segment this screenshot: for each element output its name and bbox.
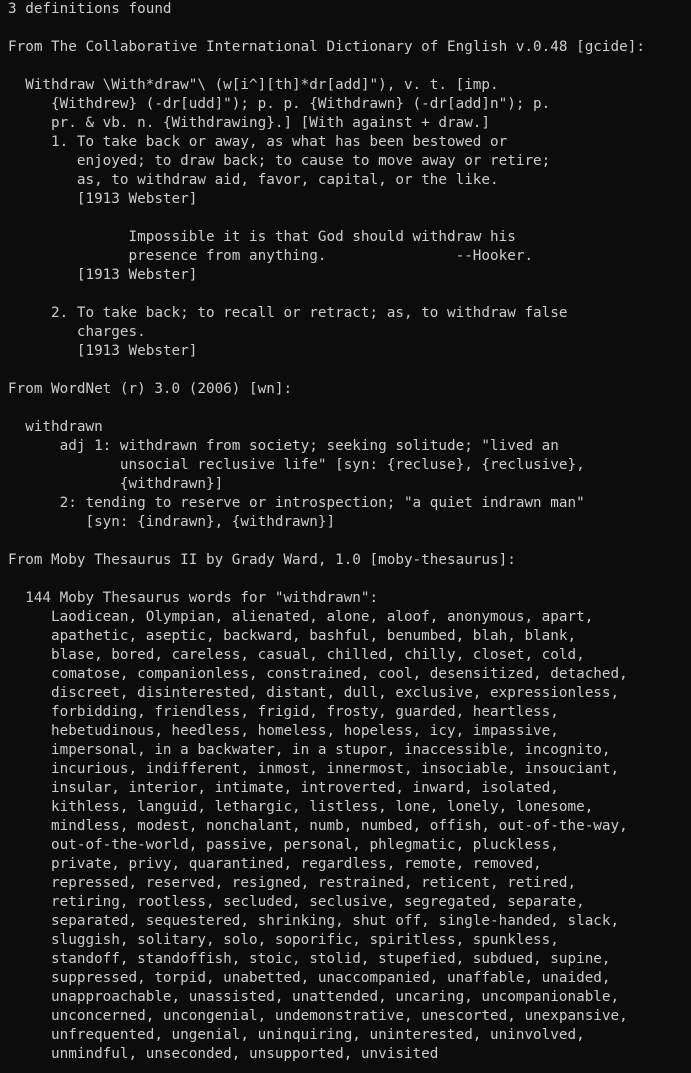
- terminal-line: kithless, languid, lethargic, listless, lone, lonely, lonesome,: [8, 799, 594, 815]
- terminal-line: [8, 19, 691, 38]
- terminal-line: impersonal, in a backwater, in a stupor, inaccessible, incognito,: [8, 742, 611, 758]
- terminal-line: [8, 57, 691, 76]
- terminal-line: unmindful, unseconded, unsupported, unvisited: [8, 1046, 439, 1062]
- terminal-line: charges.: [8, 324, 146, 340]
- terminal-line: Withdraw \With*draw"\ (w[i^][th]*dr[add]"), v. t. [imp.: [8, 77, 499, 93]
- terminal-line: unfrequented, ungenial, uninquiring, uninterested, uninvolved,: [8, 1027, 585, 1043]
- terminal-line: as, to withdraw aid, favor, capital, or the like.: [8, 172, 499, 188]
- terminal-line: forbidding, friendless, frigid, frosty, guarded, heartless,: [8, 704, 559, 720]
- terminal-line: enjoyed; to draw back; to cause to move away or retire;: [8, 153, 551, 169]
- terminal-line: {Withdrew} (-dr[udd]"); p. p. {Withdrawn} (-dr[add]n"); p.: [8, 96, 551, 112]
- terminal-line: unconcerned, uncongenial, undemonstrative, unescorted, unexpansive,: [8, 1008, 628, 1024]
- terminal-line: private, privy, quarantined, regardless, remote, removed,: [8, 856, 542, 872]
- terminal-line: [1913 Webster]: [8, 191, 198, 207]
- terminal-line: insular, interior, intimate, introverted, inward, isolated,: [8, 780, 559, 796]
- terminal-line: blase, bored, careless, casual, chilled, chilly, closet, cold,: [8, 647, 585, 663]
- terminal-output[interactable]: [8, 0, 691, 1073]
- terminal-line: incurious, indifferent, inmost, innermost, insociable, insouciant,: [8, 761, 620, 777]
- terminal-line: discreet, disinterested, distant, dull, exclusive, expressionless,: [8, 685, 620, 701]
- terminal-line: 2: tending to reserve or introspection; "a quiet indrawn man": [8, 495, 585, 511]
- terminal-line: suppressed, torpid, unabetted, unaccompanied, unaffable, unaided,: [8, 970, 611, 986]
- terminal-line: mindless, modest, nonchalant, numb, numbed, offish, out-of-the-way,: [8, 818, 628, 834]
- terminal-line: [1913 Webster]: [8, 267, 198, 283]
- terminal-line: adj 1: withdrawn from society; seeking solitude; "lived an: [8, 438, 559, 454]
- terminal-line: [8, 399, 691, 418]
- terminal-line: 144 Moby Thesaurus words for "withdrawn":: [8, 590, 379, 606]
- terminal-line: repressed, reserved, resigned, restrained, reticent, retired,: [8, 875, 577, 891]
- terminal-line: [1913 Webster]: [8, 343, 198, 359]
- terminal-line: standoff, standoffish, stoic, stolid, stupefied, subdued, supine,: [8, 951, 611, 967]
- terminal-line: [8, 361, 691, 380]
- terminal-line: {withdrawn}]: [8, 476, 224, 492]
- terminal-line: Laodicean, Olympian, alienated, alone, aloof, anonymous, apart,: [8, 609, 594, 625]
- terminal-line: From Moby Thesaurus II by Grady Ward, 1.0 [moby-thesaurus]:: [8, 552, 516, 568]
- terminal-line: presence from anything. --Hooker.: [8, 248, 534, 264]
- terminal-line: [8, 285, 691, 304]
- terminal-line: unapproachable, unassisted, unattended, uncaring, uncompanionable,: [8, 989, 620, 1005]
- terminal-line: hebetudinous, heedless, homeless, hopeless, icy, impassive,: [8, 723, 559, 739]
- terminal-line: From The Collaborative International Dictionary of English v.0.48 [gcide]:: [8, 39, 645, 55]
- terminal-line: 3 definitions found: [8, 1, 172, 17]
- terminal-line: Impossible it is that God should withdraw his: [8, 229, 516, 245]
- terminal-line: apathetic, aseptic, backward, bashful, benumbed, blah, blank,: [8, 628, 577, 644]
- terminal-line: pr. & vb. n. {Withdrawing}.] [With against + draw.]: [8, 115, 491, 131]
- terminal-line: From WordNet (r) 3.0 (2006) [wn]:: [8, 381, 293, 397]
- terminal-line: comatose, companionless, constrained, cool, desensitized, detached,: [8, 666, 628, 682]
- terminal-line: [8, 209, 691, 228]
- terminal-line: separated, sequestered, shrinking, shut off, single-handed, slack,: [8, 913, 620, 929]
- terminal-line: [8, 570, 691, 589]
- terminal-line: [8, 532, 691, 551]
- terminal-line: out-of-the-world, passive, personal, phlegmatic, pluckless,: [8, 837, 559, 853]
- terminal-line: sluggish, solitary, solo, soporific, spiritless, spunkless,: [8, 932, 559, 948]
- terminal-line: 1. To take back or away, as what has been bestowed or: [8, 134, 508, 150]
- terminal-line: [syn: {indrawn}, {withdrawn}]: [8, 514, 336, 530]
- terminal-line: withdrawn: [8, 419, 103, 435]
- terminal-line: 2. To take back; to recall or retract; as, to withdraw false: [8, 305, 568, 321]
- terminal-line: retiring, rootless, secluded, seclusive, segregated, separate,: [8, 894, 585, 910]
- terminal-line: unsocial reclusive life" [syn: {recluse}, {reclusive},: [8, 457, 585, 473]
